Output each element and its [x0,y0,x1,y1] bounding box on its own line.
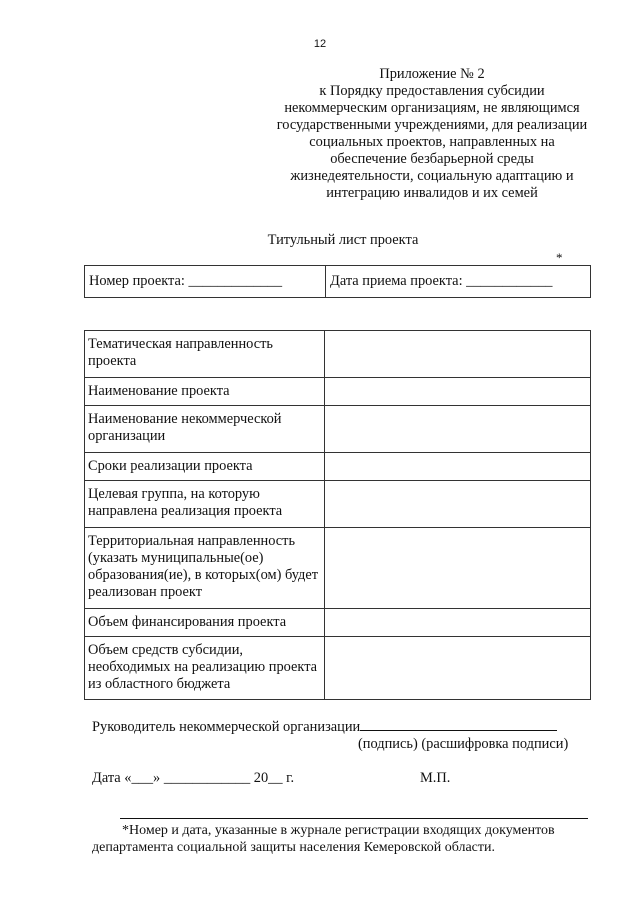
table-row [85,481,591,528]
appendix-line: жизнедеятельности, социальную адаптацию и [290,168,574,184]
row-value-financing-volume[interactable] [325,609,591,637]
project-header-table [84,265,591,298]
page-number: 12 [313,38,327,50]
table-row [85,609,591,637]
row-label-territorial-focus: Территориальная направленность (указать муниципальные(ое) образования(ие), в которых(ом) будет реализован проект [85,528,325,609]
table-row [85,528,591,609]
row-value-organization-name[interactable] [325,406,591,453]
row-value-target-group[interactable] [325,481,591,528]
section-title: Титульный лист проекта [267,232,419,248]
appendix-line: интеграцию инвалидов и их семей [326,185,538,201]
row-label-subsidy-volume: Объем средств субсидии, необходимых на реализацию проекта из областного бюджета [85,637,325,700]
stamp-placeholder: М.П. [420,770,451,786]
appendix-heading [262,66,602,202]
footnote-line: департамента социальной защиты населения Кемеровской области. [92,840,496,855]
row-label-project-name: Наименование проекта [85,378,325,406]
row-label-implementation-period: Сроки реализации проекта [85,453,325,481]
project-info-table [84,330,591,700]
table-row [85,406,591,453]
signature-block [92,718,602,736]
footnote [92,822,604,856]
project-number-cell: Номер проекта: _____________ [85,266,326,298]
row-value-project-name[interactable] [325,378,591,406]
table-row [85,266,591,298]
row-label-financing-volume: Объем финансирования проекта [85,609,325,637]
row-label-target-group: Целевая группа, на которую направлена реализация проекта [85,481,325,528]
footnote-divider [120,818,588,819]
footnote-line: *Номер и дата, указанные в журнале регистрации входящих документов [122,823,555,838]
appendix-line: к Порядку предоставления субсидии [319,83,545,99]
receipt-date-cell: Дата приема проекта: ____________ [326,266,591,298]
footnote-marker: * [556,250,563,265]
appendix-line: социальных проектов, направленных на [309,134,555,150]
appendix-line: некоммерческим организациям, не являющимся [284,100,580,116]
row-value-thematic-focus[interactable] [325,331,591,378]
signature-label: Руководитель некоммерческой организации [92,719,361,735]
table-row [85,453,591,481]
appendix-line: обеспечение безбарьерной среды [330,151,534,167]
table-row [85,637,591,700]
table-row [85,378,591,406]
signature-field[interactable] [360,718,557,731]
appendix-line: Приложение № 2 [379,66,485,82]
appendix-line: государственными учреждениями, для реализации [276,117,588,133]
signature-caption: (подпись) (расшифровка подписи) [358,736,569,752]
row-label-organization-name: Наименование некоммерческой организации [85,406,325,453]
row-value-implementation-period[interactable] [325,453,591,481]
table-row [85,331,591,378]
date-line: Дата «___» ____________ 20__ г. [92,770,295,786]
row-value-territorial-focus[interactable] [325,528,591,609]
row-label-thematic-focus: Тематическая направленность проекта [85,331,325,378]
row-value-subsidy-volume[interactable] [325,637,591,700]
